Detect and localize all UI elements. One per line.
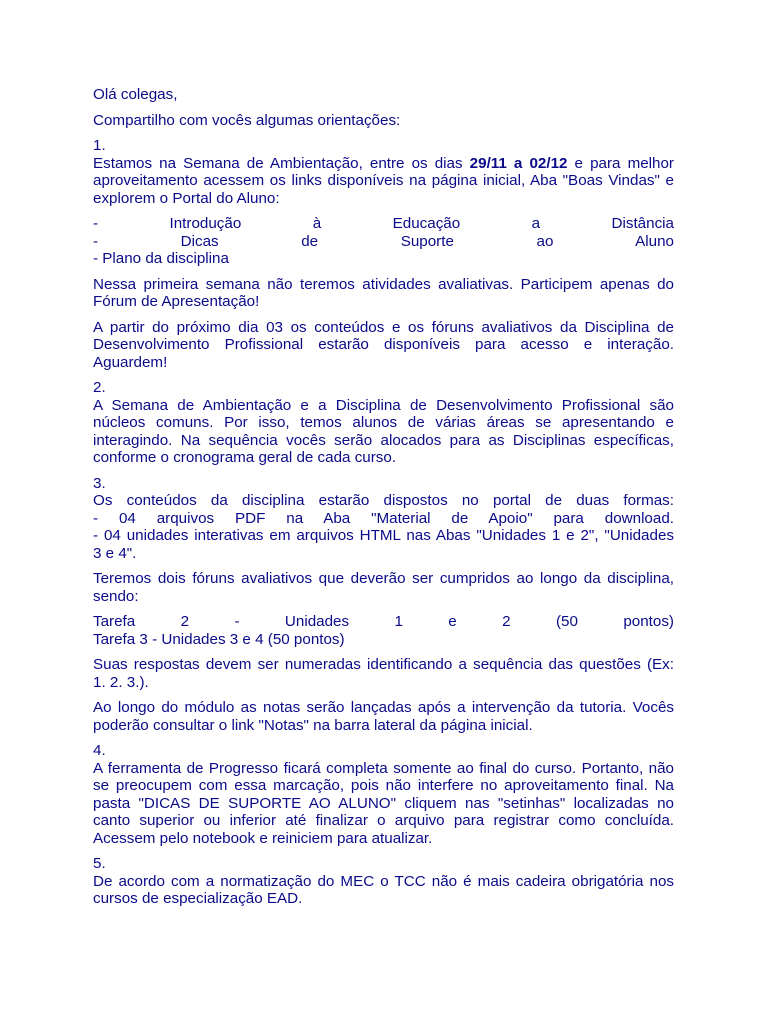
section-1 xyxy=(93,137,674,207)
greeting-text: Olá colegas, xyxy=(93,86,178,103)
section-3-line-4: 3 e 4". xyxy=(93,544,137,562)
section-4-line-4: canto superior ou inferior até finalizar o arquivo para registrar como concluída. xyxy=(93,812,674,829)
section-4-line-1: A ferramenta de Progresso ficará completa somente ao final do curso. Portanto, não xyxy=(93,759,674,777)
section-2 xyxy=(93,379,674,467)
section-1-p3-line-1: A partir do próximo dia 03 os conteúdos e os fóruns avaliativos da Disciplina de xyxy=(93,318,674,336)
document-body xyxy=(93,86,674,916)
section-5-line-2: cursos de especialização EAD. xyxy=(93,890,303,907)
intro-text: Compartilho com vocês algumas orientações: xyxy=(93,111,401,129)
link-item-dicas-suporte: - Dicas de Suporte ao Aluno xyxy=(93,232,674,250)
section-3-paragraph-4 xyxy=(93,656,674,691)
link-item-intro-ead: - Introdução à Educação a Distância xyxy=(93,215,674,232)
section-2-line-1: A Semana de Ambientação e a Disciplina de Desenvolvimento Profissional são xyxy=(93,396,674,414)
section-2-number: 2. xyxy=(93,379,106,396)
section-3 xyxy=(93,475,674,563)
intro-paragraph xyxy=(93,112,674,130)
task-item-tarefa-3: Tarefa 3 - Unidades 3 e 4 (50 pontos) xyxy=(93,630,345,648)
section-3-line-3: - 04 unidades interativas em arquivos HTML nas Abas "Unidades 1 e 2", "Unidades xyxy=(93,527,674,544)
section-1-paragraph-2 xyxy=(93,276,674,311)
section-1-line-3: explorem o Portal do Aluno: xyxy=(93,189,280,207)
section-3-p4-line-1: Suas respostas devem ser numeradas identificando a sequência das questões (Ex: xyxy=(93,656,674,673)
section-3-p2-line-1: Teremos dois fóruns avaliativos que deverão ser cumpridos ao longo da disciplina, xyxy=(93,570,674,587)
ambientation-dates: 29/11 a 02/12 xyxy=(469,154,568,172)
section-4 xyxy=(93,742,674,847)
section-1-p3-line-3: Aguardem! xyxy=(93,353,168,371)
section-3-line-2: - 04 arquivos PDF na Aba "Material de Apoio" para download. xyxy=(93,509,674,527)
section-3-paragraph-5 xyxy=(93,699,674,734)
section-2-line-2: núcleos comuns. Por isso, temos alunos de várias áreas se apresentando e xyxy=(93,414,674,431)
section-3-p5-line-1: Ao longo do módulo as notas serão lançadas após a intervenção da tutoria. Vocês xyxy=(93,699,674,716)
section-1-line-1-text-c: e para melhor xyxy=(567,154,674,172)
section-3-number: 3. xyxy=(93,474,106,492)
section-2-line-4: conforme o cronograma geral de cada curso. xyxy=(93,449,397,466)
section-2-line-3: interagindo. Na sequência vocês serão alocados para as Disciplinas específicas, xyxy=(93,431,674,449)
section-5 xyxy=(93,855,674,908)
section-1-paragraph-3 xyxy=(93,319,674,372)
link-item-plano-disciplina: - Plano da disciplina xyxy=(93,250,229,267)
greeting xyxy=(93,86,674,104)
section-4-line-3: pasta "DICAS DE SUPORTE AO ALUNO" cliquem nas "setinhas" localizadas no xyxy=(93,794,674,812)
section-3-paragraph-2 xyxy=(93,570,674,605)
section-1-p3-line-2: Desenvolvimento Profissional estarão disponíveis para acesso e interação. xyxy=(93,336,674,353)
section-3-p5-line-2: poderão consultar o link "Notas" na barra lateral da página inicial. xyxy=(93,716,533,734)
section-1-line-1 xyxy=(93,155,674,173)
section-1-p2-line-1: Nessa primeira semana não teremos atividades avaliativas. Participem apenas do xyxy=(93,275,674,293)
task-list xyxy=(93,613,674,648)
section-3-p4-line-2: 1. 2. 3.). xyxy=(93,673,149,691)
section-1-links xyxy=(93,215,674,268)
section-3-line-1: Os conteúdos da disciplina estarão dispostos no portal de duas formas: xyxy=(93,492,674,509)
section-5-line-1: De acordo com a normatização do MEC o TCC não é mais cadeira obrigatória nos xyxy=(93,872,674,890)
section-1-line-2: aproveitamento acessem os links disponíveis na página inicial, Aba "Boas Vindas" e xyxy=(93,172,674,189)
task-item-tarefa-2: Tarefa 2 - Unidades 1 e 2 (50 pontos) xyxy=(93,613,674,630)
section-1-p2-line-2: Fórum de Apresentação! xyxy=(93,293,260,310)
section-4-line-2: se preocupem com essa marcação, pois não interfere no aproveitamento final. Na xyxy=(93,777,674,794)
section-1-number: 1. xyxy=(93,137,106,154)
section-5-number: 5. xyxy=(93,855,106,872)
section-1-line-1-text-a: Estamos na Semana de Ambientação, entre os dias xyxy=(93,154,470,172)
section-4-line-5: Acessem pelo notebook e reiniciem para atualizar. xyxy=(93,829,433,847)
section-4-number: 4. xyxy=(93,742,106,759)
section-3-p2-line-2: sendo: xyxy=(93,587,139,605)
